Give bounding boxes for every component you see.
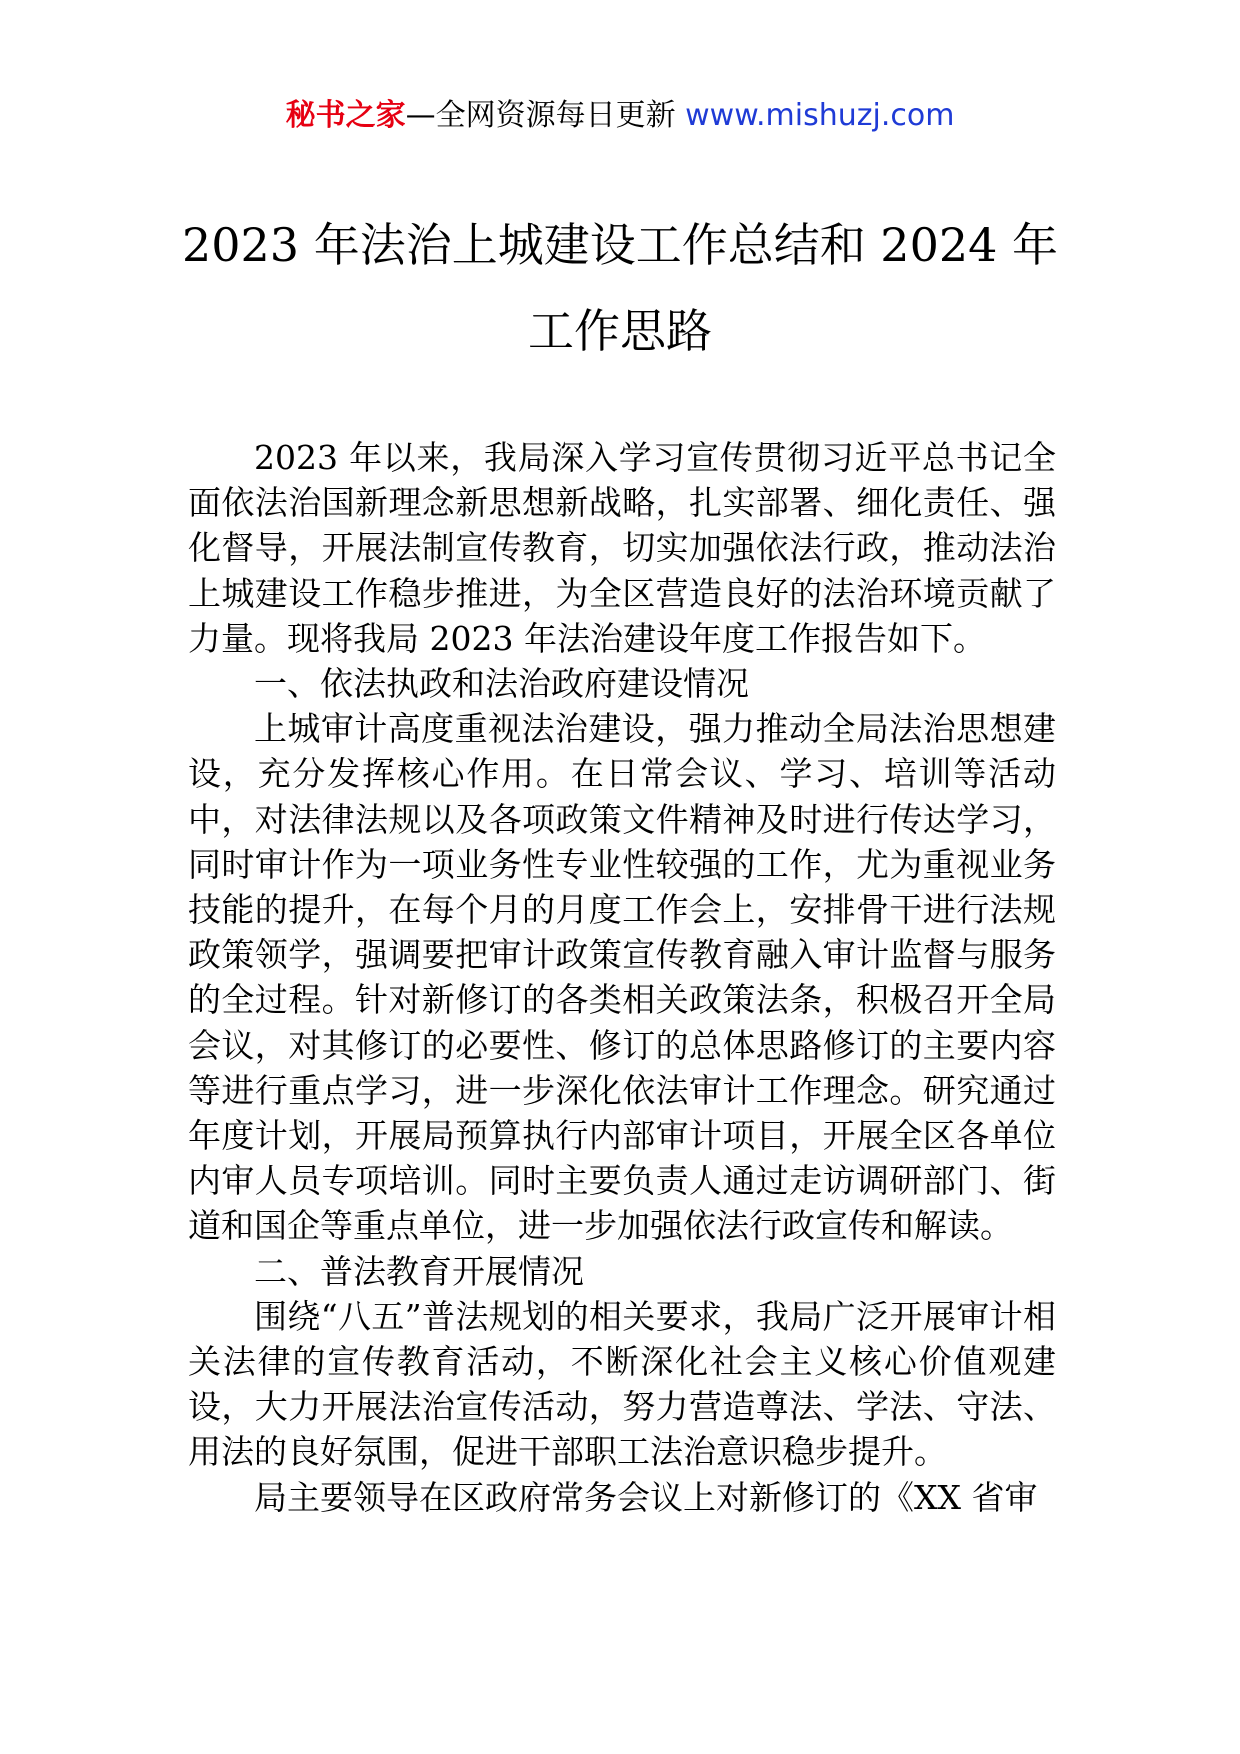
site-url-link[interactable]: www.mishuzj.com [685,98,955,133]
paragraph-intro: 2023 年以来，我局深入学习宣传贯彻习近平总书记全面依法治国新理念新思想新战略，扎实部署、细化责任、强化督导，开展法制宣传教育，切实加强依法行政，推动法治上城建设工作稳步推进，为全区营造良好的法治环境贡献了力量。现将我局 2023 年法治建设年度工作报告如下。 [188,438,1056,658]
section-heading-2: 二、普法教育开展情况 [254,1251,584,1291]
document-title: 2023 年法治上城建设工作总结和 2024 年工作思路 [182,218,1058,358]
paragraph-section-2: 围绕“八五”普法规划的相关要求，我局广泛开展审计相关法律的宣传教育活动，不断深化社会主义核心价值观建设，大力开展法治宣传活动，努力营造尊法、学法、守法、用法的良好氛围，促进干部职工法治意识稳步提升。 [188,1296,1056,1472]
site-header [0,96,1240,136]
site-brand: 秘书之家 [285,98,406,133]
site-slogan: —全网资源每日更新 [405,98,686,133]
section-heading-1: 一、依法执政和法治政府建设情况 [254,664,749,704]
document-body [188,435,1056,1520]
paragraph-continued: 局主要领导在区政府常务会议上对新修订的《XX 省审 [254,1477,1038,1517]
paragraph-section-1: 上城审计高度重视法治建设，强力推动全局法治思想建设，充分发挥核心作用。在日常会议、学习、培训等活动中，对法律法规以及各项政策文件精神及时进行传达学习，同时审计作为一项业务性专业性较强的工作，尤为重视业务技能的提升，在每个月的月度工作会上，安排骨干进行法规政策领学，强调要把审计政策宣传教育融入审计监督与服务的全过程。针对新修订的各类相关政策法条，积极召开全局会议，对其修订的必要性、修订的总体思路修订的主要内容等进行重点学习，进一步深化依法审计工作理念。研究通过年度计划，开展局预算执行内部审计项目，开展全区各单位内审人员专项培训。同时主要负责人通过走访调研部门、街道和国企等重点单位，进一步加强依法行政宣传和解读。 [188,709,1056,1246]
